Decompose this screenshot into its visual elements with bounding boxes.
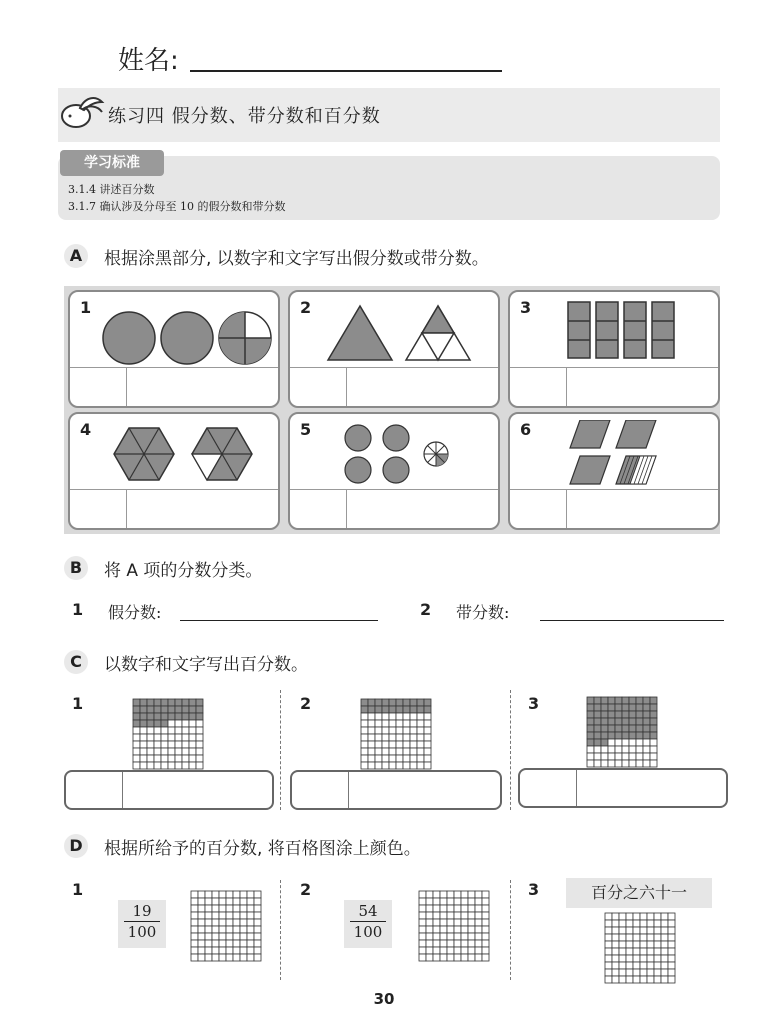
denominator: 100 <box>127 923 157 941</box>
small-circles-figure <box>340 420 460 486</box>
numerator: 19 <box>132 902 152 920</box>
answer-row[interactable] <box>510 489 718 528</box>
card-1 <box>68 290 280 408</box>
hundred-grid-d1[interactable] <box>190 890 262 962</box>
card-5 <box>288 412 500 530</box>
item-number: 2 <box>300 880 312 899</box>
circles-figure <box>100 306 276 368</box>
hundred-grid-d3[interactable] <box>604 912 676 984</box>
mixed-number-label: 带分数: <box>456 603 510 622</box>
standard-line-1: 3.1.4 讲述百分数 <box>68 183 155 196</box>
answer-box[interactable] <box>290 770 502 810</box>
page-number: 30 <box>373 990 395 1008</box>
improper-fraction-answer[interactable] <box>180 620 378 621</box>
name-field[interactable] <box>190 70 502 72</box>
section-d-instruction: 根据所给予的百分数, 将百格图涂上颜色。 <box>104 839 421 859</box>
percent-words-label: 百分之六十一 <box>566 878 712 908</box>
answer-row[interactable] <box>290 489 498 528</box>
answer-row[interactable] <box>510 367 718 406</box>
name-label: 姓名: <box>118 46 179 76</box>
section-a-instruction: 根据涂黑部分, 以数字和文字写出假分数或带分数。 <box>104 249 489 269</box>
numerator: 54 <box>358 902 378 920</box>
turnip-icon <box>58 92 106 132</box>
hundred-grid-c3 <box>586 696 658 768</box>
section-c-instruction: 以数字和文字写出百分数。 <box>104 655 308 675</box>
item-number: 2 <box>300 694 312 713</box>
item-number: 1 <box>72 694 84 713</box>
answer-row[interactable] <box>290 367 498 406</box>
card-number: 1 <box>80 298 92 317</box>
fraction-box <box>118 900 166 948</box>
rectangles-figure <box>566 300 678 362</box>
parallelograms-figure <box>566 420 686 486</box>
item-number: 3 <box>528 694 540 713</box>
section-a-letter: A <box>64 244 88 268</box>
answer-box[interactable] <box>64 770 274 810</box>
card-4 <box>68 412 280 530</box>
mixed-number-answer[interactable] <box>540 620 724 621</box>
hundred-grid-c1 <box>132 698 204 770</box>
item-number: 2 <box>420 600 432 619</box>
card-2 <box>288 290 500 408</box>
standards-tag: 学习标准 <box>60 150 164 176</box>
improper-fraction-label: 假分数: <box>108 603 162 622</box>
hexagons-figure <box>110 422 260 486</box>
section-d-letter: D <box>64 834 88 858</box>
triangles-figure <box>326 302 476 364</box>
answer-row[interactable] <box>70 489 278 528</box>
denominator: 100 <box>353 923 383 941</box>
card-number: 5 <box>300 420 312 439</box>
card-number: 3 <box>520 298 532 317</box>
section-b-instruction: 将 A 项的分数分类。 <box>104 561 263 581</box>
item-number: 1 <box>72 600 84 619</box>
fraction-box <box>344 900 392 948</box>
item-number: 3 <box>528 880 540 899</box>
lesson-title: 练习四 假分数、带分数和百分数 <box>108 106 381 127</box>
hundred-grid-d2[interactable] <box>418 890 490 962</box>
card-6 <box>508 412 720 530</box>
standard-line-2: 3.1.7 确认涉及分母至 10 的假分数和带分数 <box>68 200 286 213</box>
answer-box[interactable] <box>518 768 728 808</box>
answer-row[interactable] <box>70 367 278 406</box>
section-c-letter: C <box>64 650 88 674</box>
hundred-grid-c2 <box>360 698 432 770</box>
card-number: 2 <box>300 298 312 317</box>
card-number: 4 <box>80 420 92 439</box>
section-b-letter: B <box>64 556 88 580</box>
card-3 <box>508 290 720 408</box>
item-number: 1 <box>72 880 84 899</box>
card-number: 6 <box>520 420 532 439</box>
